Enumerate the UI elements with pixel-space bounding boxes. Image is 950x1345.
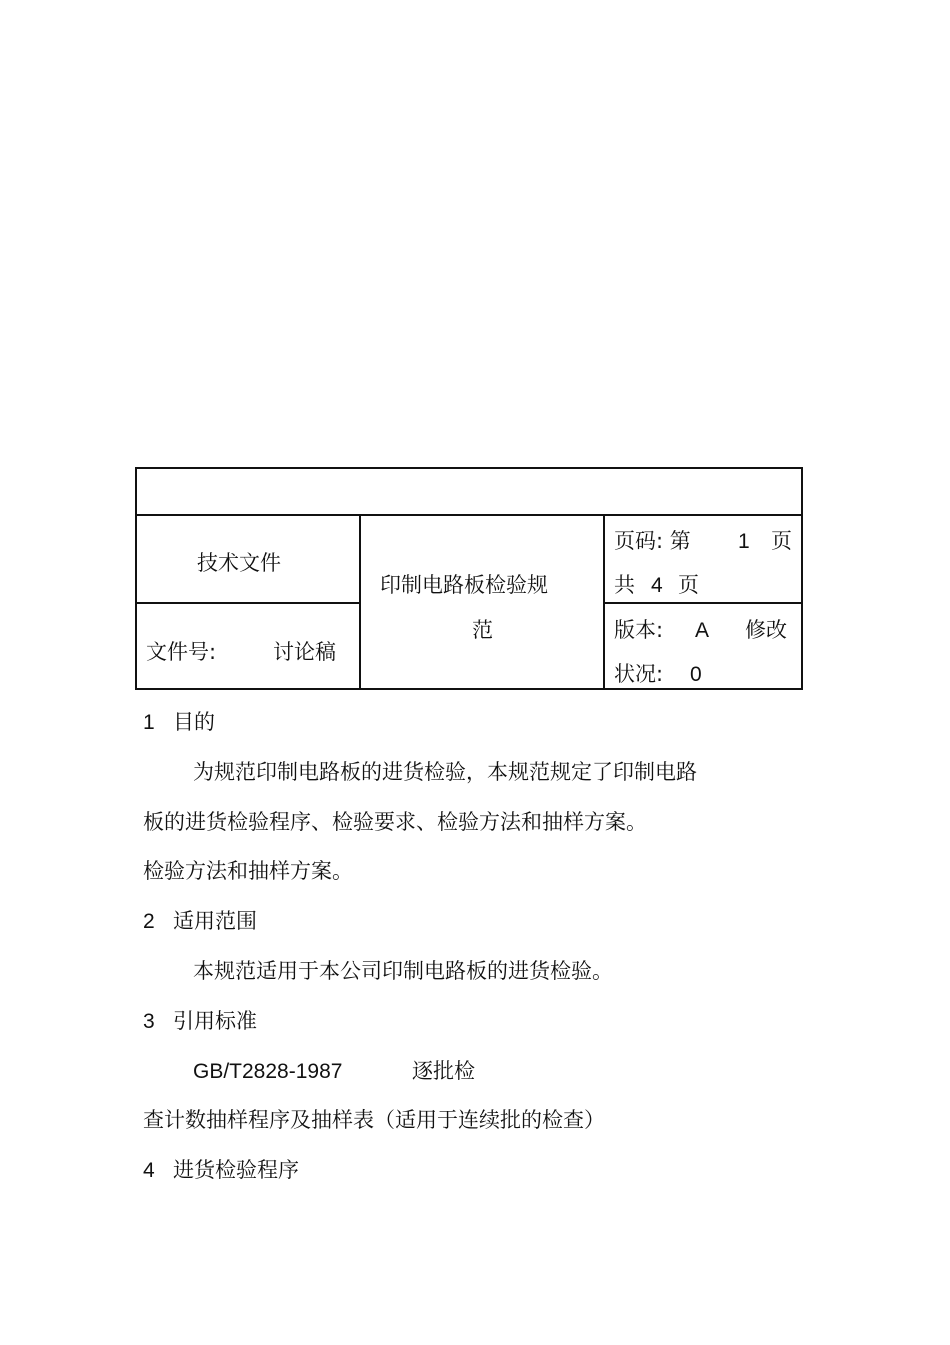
section-number: 1 xyxy=(143,711,155,734)
header-table xyxy=(135,467,803,690)
version-value: A xyxy=(695,619,710,642)
document-title-line2: 范 xyxy=(472,618,493,642)
paragraph-line: 本规范适用于本公司印制电路板的进货检验。 xyxy=(193,959,613,983)
section-number: 2 xyxy=(143,910,155,933)
total-pages-unit: 页 xyxy=(678,573,699,597)
file-number-value: 讨论稿 xyxy=(273,640,336,664)
page-number: 1 xyxy=(738,530,750,553)
status-value: 0 xyxy=(690,663,702,686)
table-divider xyxy=(359,514,361,690)
page-unit: 页 xyxy=(771,529,792,553)
table-divider xyxy=(603,602,801,604)
section-heading: 适用范围 xyxy=(173,909,257,933)
section-heading: 目的 xyxy=(173,710,215,734)
paragraph-line: 检验方法和抽样方案。 xyxy=(143,859,353,883)
status-label: 状况: xyxy=(614,662,664,686)
standard-code: GB/T2828-1987 xyxy=(193,1060,343,1083)
table-divider xyxy=(137,514,801,516)
total-pages-count: 4 xyxy=(651,574,663,597)
section-number: 4 xyxy=(143,1159,155,1182)
document-title-line1: 印制电路板检验规 xyxy=(380,573,548,597)
paragraph-line: 为规范印制电路板的进货检验，本规范规定了印制电路 xyxy=(193,760,697,784)
section-heading: 引用标准 xyxy=(173,1009,257,1033)
file-number-label: 文件号: xyxy=(146,640,217,664)
revision-label: 修改 xyxy=(745,618,787,642)
table-divider xyxy=(137,602,359,604)
page-label: 页码: 第 xyxy=(614,529,691,553)
doc-type-label: 技术文件 xyxy=(197,551,281,575)
section-heading: 进货检验程序 xyxy=(173,1158,299,1182)
paragraph-line: 板的进货检验程序、检验要求、检验方法和抽样方案。 xyxy=(143,810,647,834)
standard-description: 逐批检 xyxy=(412,1059,475,1083)
paragraph-line: 查计数抽样程序及抽样表（适用于连续批的检查） xyxy=(143,1108,605,1132)
section-number: 3 xyxy=(143,1010,155,1033)
version-label: 版本: xyxy=(614,618,664,642)
total-pages-prefix: 共 xyxy=(614,573,635,597)
